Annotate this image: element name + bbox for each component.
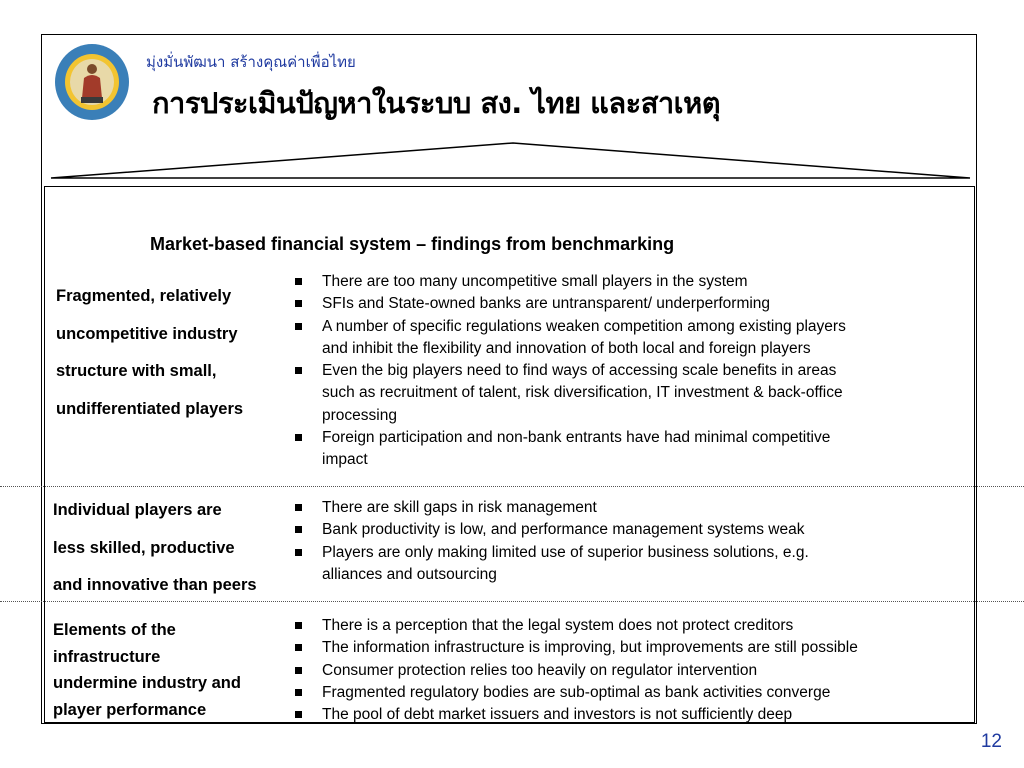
bullet-marker [295,323,302,330]
list-item: There is a perception that the legal system does not protect creditors [290,615,858,637]
bullet-marker [295,367,302,374]
list-item: The pool of debt market issuers and investors is not sufficiently deep [290,704,858,726]
label-line: structure with small, [56,362,217,380]
list-item: SFIs and State-owned banks are untransparent/ underperforming [290,293,846,315]
bullet-marker [295,711,302,718]
label-line: Fragmented, relatively [56,287,232,305]
bullet-marker [295,667,302,674]
bullet-marker [295,644,302,651]
list-item: The information infrastructure is improving, but improvements are still possible [290,637,858,659]
list-item: Bank productivity is low, and performance management systems weak [290,519,809,541]
bullet-marker [295,622,302,629]
list-item: There are skill gaps in risk management [290,497,809,519]
section-label [56,278,243,428]
bullet-marker [295,278,302,285]
label-line: Elements of the [53,621,176,639]
list-item: Fragmented regulatory bodies are sub-optimal as bank activities converge [290,682,858,704]
label-line: and innovative than peers [53,576,257,594]
section-divider [0,486,1024,487]
bank-logo [53,42,131,122]
label-line: less skilled, productive [53,538,235,557]
list-item: A number of specific regulations weaken competition among existing players and inhibit the flexibility and innovation of both local and foreign players [290,316,846,361]
label-line: uncompetitive industry [56,324,238,343]
divider-wedge [48,140,973,184]
bullet-marker [295,549,302,556]
findings-list [290,497,809,586]
list-item: Even the big players need to find ways of accessing scale benefits in areas such as recruitment of talent, risk diversification, IT investment & back-office processing [290,360,846,427]
slide-title: การประเมินปัญหาในระบบ สง. ไทย และสาเหตุ [152,86,721,120]
page-number: 12 [980,731,1002,752]
list-item: Foreign participation and non-bank entrants have had minimal competitive impact [290,427,846,472]
section-label [53,617,241,723]
list-item: Consumer protection relies too heavily on regulator intervention [290,660,858,682]
bullet-marker [295,504,302,511]
bullet-marker [295,526,302,533]
label-line: undifferentiated players [56,399,244,418]
content-subheading: Market-based financial system – findings from benchmarking [150,234,675,254]
section-label [53,492,257,605]
slogan: มุ่งมั่นพัฒนา สร้างคุณค่าเพื่อไทย [146,53,356,71]
label-line: Individual players are [53,501,222,519]
list-item: There are too many uncompetitive small players in the system [290,271,846,293]
findings-list [290,615,858,726]
label-line: infrastructure [53,647,161,666]
findings-list [290,271,846,472]
bullet-marker [295,434,302,441]
label-line: player performance [53,700,207,719]
bullet-marker [295,300,302,307]
bullet-marker [295,689,302,696]
label-line: undermine industry and [53,674,241,692]
list-item: Players are only making limited use of superior business solutions, e.g. alliances and outsourcing [290,542,809,587]
